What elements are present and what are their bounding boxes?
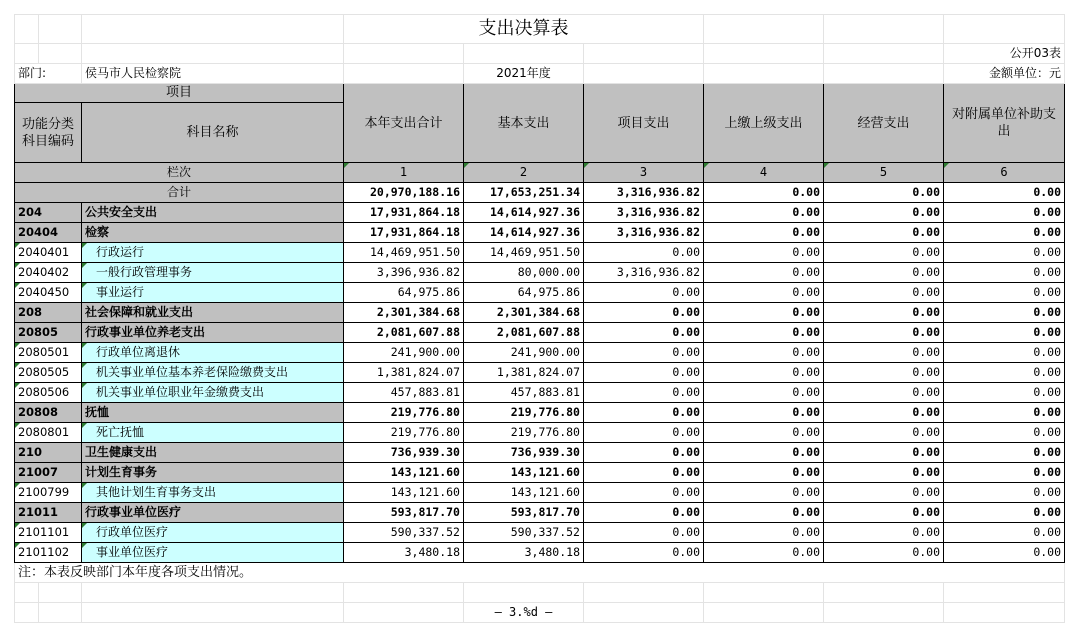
subject-code[interactable]: 2080801: [15, 423, 82, 443]
amount-cell[interactable]: 241,900.00: [464, 343, 584, 363]
amount-cell[interactable]: 457,883.81: [464, 383, 584, 403]
amount-cell[interactable]: 0.00: [584, 483, 704, 503]
subject-name[interactable]: 计划生育事务: [82, 463, 344, 483]
fiscal-year: 2021年度: [464, 64, 584, 84]
header-col-4: 上缴上级支出: [704, 84, 824, 163]
amount-cell[interactable]: 241,900.00: [344, 343, 464, 363]
subject-code[interactable]: 2080505: [15, 363, 82, 383]
amount-cell[interactable]: 0.00: [704, 543, 824, 563]
amount-cell[interactable]: 0.00: [584, 323, 704, 343]
amount-cell[interactable]: 0.00: [704, 303, 824, 323]
amount-cell[interactable]: 593,817.70: [464, 503, 584, 523]
subject-code[interactable]: 21007: [15, 463, 82, 483]
amount-cell[interactable]: 80,000.00: [464, 263, 584, 283]
amount-cell[interactable]: 0.00: [704, 443, 824, 463]
column-index: 2: [464, 163, 584, 183]
table-row: [15, 203, 1065, 223]
amount-cell[interactable]: 1,381,824.07: [344, 363, 464, 383]
amount-cell[interactable]: 593,817.70: [344, 503, 464, 523]
total-cell[interactable]: 0.00: [824, 183, 944, 203]
amount-cell[interactable]: 0.00: [584, 543, 704, 563]
amount-cell[interactable]: 0.00: [704, 283, 824, 303]
header-subject-name: 科目名称: [82, 103, 344, 163]
amount-cell[interactable]: 0.00: [824, 483, 944, 503]
subject-code[interactable]: 2080506: [15, 383, 82, 403]
total-cell[interactable]: 20,970,188.16: [344, 183, 464, 203]
amount-cell[interactable]: 0.00: [944, 383, 1065, 403]
table-row: [15, 343, 1065, 363]
amount-cell[interactable]: 0.00: [704, 263, 824, 283]
table-row: [15, 223, 1065, 243]
table-row: [15, 363, 1065, 383]
subject-name[interactable]: 社会保障和就业支出: [82, 303, 344, 323]
expenditure-table: [14, 14, 1065, 623]
table-row: [15, 263, 1065, 283]
subject-code[interactable]: 20808: [15, 403, 82, 423]
amount-cell[interactable]: 0.00: [584, 423, 704, 443]
column-index: 3: [584, 163, 704, 183]
amount-cell[interactable]: 0.00: [584, 363, 704, 383]
table-row: [15, 503, 1065, 523]
amount-cell[interactable]: 2,301,384.68: [464, 303, 584, 323]
subject-name[interactable]: 机关事业单位职业年金缴费支出: [82, 383, 344, 403]
table-row: [15, 303, 1065, 323]
amount-cell[interactable]: 143,121.60: [344, 463, 464, 483]
amount-cell[interactable]: 0.00: [704, 343, 824, 363]
amount-cell[interactable]: 1,381,824.07: [464, 363, 584, 383]
amount-cell[interactable]: 3,480.18: [344, 543, 464, 563]
spreadsheet: [14, 14, 1064, 623]
amount-cell[interactable]: 0.00: [704, 423, 824, 443]
amount-cell[interactable]: 736,939.30: [344, 443, 464, 463]
subject-name[interactable]: 卫生健康支出: [82, 443, 344, 463]
table-row: [15, 403, 1065, 423]
amount-cell[interactable]: 457,883.81: [344, 383, 464, 403]
amount-cell[interactable]: 0.00: [944, 263, 1065, 283]
header-item: 项目: [15, 84, 344, 103]
dept-name: 侯马市人民检察院: [82, 64, 344, 84]
amount-cell[interactable]: 0.00: [824, 263, 944, 283]
subject-name[interactable]: 公共安全支出: [82, 203, 344, 223]
amount-cell[interactable]: 0.00: [944, 423, 1065, 443]
column-index: 5: [824, 163, 944, 183]
amount-cell[interactable]: 0.00: [704, 323, 824, 343]
amount-cell[interactable]: 0.00: [824, 283, 944, 303]
amount-cell[interactable]: 0.00: [944, 503, 1065, 523]
amount-cell[interactable]: 17,931,864.18: [344, 223, 464, 243]
header-col-3: 项目支出: [584, 84, 704, 163]
amount-cell[interactable]: 2,301,384.68: [344, 303, 464, 323]
header-col-6: 对附属单位补助支出: [944, 84, 1065, 163]
amount-cell[interactable]: 3,316,936.82: [584, 223, 704, 243]
subject-name[interactable]: 死亡抚恤: [82, 423, 344, 443]
subject-name[interactable]: 事业运行: [82, 283, 344, 303]
page-number: — 3.%d —: [464, 603, 584, 623]
table-row: [15, 383, 1065, 403]
subject-code[interactable]: 2040402: [15, 263, 82, 283]
amount-cell[interactable]: 0.00: [704, 523, 824, 543]
amount-cell[interactable]: 143,121.60: [464, 483, 584, 503]
amount-cell[interactable]: 0.00: [824, 203, 944, 223]
subject-name[interactable]: 其他计划生育事务支出: [82, 483, 344, 503]
amount-cell[interactable]: 14,469,951.50: [344, 243, 464, 263]
subject-code[interactable]: 204: [15, 203, 82, 223]
dept-label: 部门:: [15, 64, 82, 84]
amount-cell[interactable]: 0.00: [944, 343, 1065, 363]
subject-code[interactable]: 20404: [15, 223, 82, 243]
subject-code[interactable]: 2101101: [15, 523, 82, 543]
amount-cell[interactable]: 0.00: [704, 483, 824, 503]
amount-cell[interactable]: 0.00: [584, 403, 704, 423]
total-cell[interactable]: 0.00: [704, 183, 824, 203]
amount-cell[interactable]: 0.00: [944, 443, 1065, 463]
amount-cell[interactable]: 0.00: [584, 523, 704, 543]
amount-cell[interactable]: 0.00: [944, 243, 1065, 263]
amount-cell[interactable]: 143,121.60: [464, 463, 584, 483]
total-cell[interactable]: 0.00: [944, 183, 1065, 203]
amount-cell[interactable]: 0.00: [944, 463, 1065, 483]
header-func-code: 功能分类科目编码: [15, 103, 82, 163]
table-row: [15, 483, 1065, 503]
amount-cell[interactable]: 0.00: [944, 543, 1065, 563]
amount-cell[interactable]: 0.00: [824, 303, 944, 323]
amount-cell[interactable]: 3,396,936.82: [344, 263, 464, 283]
amount-cell[interactable]: 0.00: [824, 383, 944, 403]
table-row: [15, 423, 1065, 443]
table-row: [15, 543, 1065, 563]
amount-cell[interactable]: 2,081,607.88: [464, 323, 584, 343]
amount-cell[interactable]: 0.00: [824, 243, 944, 263]
amount-cell[interactable]: 219,776.80: [344, 423, 464, 443]
amount-cell[interactable]: 0.00: [584, 503, 704, 523]
amount-cell[interactable]: 14,469,951.50: [464, 243, 584, 263]
column-index: 1: [344, 163, 464, 183]
subject-name[interactable]: 一般行政管理事务: [82, 263, 344, 283]
amount-cell[interactable]: 2,081,607.88: [344, 323, 464, 343]
amount-cell[interactable]: 0.00: [704, 363, 824, 383]
amount-cell[interactable]: 0.00: [944, 283, 1065, 303]
amount-cell[interactable]: 0.00: [944, 323, 1065, 343]
total-cell[interactable]: 3,316,936.82: [584, 183, 704, 203]
amount-cell[interactable]: 0.00: [944, 203, 1065, 223]
subject-code[interactable]: 2040450: [15, 283, 82, 303]
amount-cell[interactable]: 14,614,927.36: [464, 203, 584, 223]
table-row: [15, 523, 1065, 543]
column-index: 6: [944, 163, 1065, 183]
amount-cell[interactable]: 0.00: [704, 463, 824, 483]
amount-cell[interactable]: 0.00: [584, 243, 704, 263]
table-row: [15, 443, 1065, 463]
column-index: 4: [704, 163, 824, 183]
amount-cell[interactable]: 0.00: [824, 223, 944, 243]
currency-unit: 金额单位：元: [944, 64, 1065, 84]
amount-cell[interactable]: 219,776.80: [464, 423, 584, 443]
table-row: [15, 463, 1065, 483]
amount-cell[interactable]: 0.00: [944, 483, 1065, 503]
amount-cell[interactable]: 0.00: [704, 503, 824, 523]
subject-code[interactable]: 2101102: [15, 543, 82, 563]
amount-cell[interactable]: 64,975.86: [464, 283, 584, 303]
amount-cell[interactable]: 0.00: [824, 403, 944, 423]
subject-name[interactable]: 行政单位离退休: [82, 343, 344, 363]
amount-cell[interactable]: 736,939.30: [464, 443, 584, 463]
amount-cell[interactable]: 0.00: [584, 383, 704, 403]
amount-cell[interactable]: 0.00: [704, 243, 824, 263]
table-note: 注：本表反映部门本年度各项支出情况。: [15, 563, 1065, 583]
subject-name[interactable]: 事业单位医疗: [82, 543, 344, 563]
header-col-5: 经营支出: [824, 84, 944, 163]
form-number: 公开03表: [944, 44, 1065, 64]
amount-cell[interactable]: 590,337.52: [344, 523, 464, 543]
amount-cell[interactable]: 590,337.52: [464, 523, 584, 543]
amount-cell[interactable]: 0.00: [704, 383, 824, 403]
subject-name[interactable]: 检察: [82, 223, 344, 243]
subject-name[interactable]: 行政事业单位医疗: [82, 503, 344, 523]
subject-name[interactable]: 行政事业单位养老支出: [82, 323, 344, 343]
amount-cell[interactable]: 0.00: [704, 203, 824, 223]
header-col-2: 基本支出: [464, 84, 584, 163]
subject-code[interactable]: 208: [15, 303, 82, 323]
total-label: 合计: [15, 183, 344, 203]
amount-cell[interactable]: 0.00: [944, 403, 1065, 423]
amount-cell[interactable]: 0.00: [944, 363, 1065, 383]
amount-cell[interactable]: 0.00: [584, 283, 704, 303]
subject-name[interactable]: 机关事业单位基本养老保险缴费支出: [82, 363, 344, 383]
amount-cell[interactable]: 0.00: [704, 223, 824, 243]
amount-cell[interactable]: 0.00: [584, 463, 704, 483]
amount-cell[interactable]: 219,776.80: [344, 403, 464, 423]
amount-cell[interactable]: 0.00: [824, 323, 944, 343]
subject-name[interactable]: 行政运行: [82, 243, 344, 263]
amount-cell[interactable]: 3,480.18: [464, 543, 584, 563]
subject-code[interactable]: 21011: [15, 503, 82, 523]
amount-cell[interactable]: 0.00: [944, 223, 1065, 243]
amount-cell[interactable]: 0.00: [824, 523, 944, 543]
amount-cell[interactable]: 0.00: [824, 343, 944, 363]
page-title: 支出决算表: [344, 15, 704, 44]
amount-cell[interactable]: 0.00: [824, 463, 944, 483]
amount-cell[interactable]: 0.00: [824, 363, 944, 383]
subject-code[interactable]: 2100799: [15, 483, 82, 503]
amount-cell[interactable]: 17,931,864.18: [344, 203, 464, 223]
amount-cell[interactable]: 219,776.80: [464, 403, 584, 423]
amount-cell[interactable]: 0.00: [824, 503, 944, 523]
subject-code[interactable]: 210: [15, 443, 82, 463]
amount-cell[interactable]: 64,975.86: [344, 283, 464, 303]
amount-cell[interactable]: 3,316,936.82: [584, 203, 704, 223]
table-row: [15, 323, 1065, 343]
total-row: [15, 183, 1065, 203]
subject-code[interactable]: 2080501: [15, 343, 82, 363]
table-row: [15, 243, 1065, 263]
amount-cell[interactable]: 0.00: [944, 303, 1065, 323]
subject-name[interactable]: 抚恤: [82, 403, 344, 423]
amount-cell[interactable]: 0.00: [824, 423, 944, 443]
amount-cell[interactable]: 0.00: [584, 343, 704, 363]
table-row: [15, 283, 1065, 303]
amount-cell[interactable]: 3,316,936.82: [584, 263, 704, 283]
amount-cell[interactable]: 0.00: [704, 403, 824, 423]
amount-cell[interactable]: 14,614,927.36: [464, 223, 584, 243]
subject-name[interactable]: 行政单位医疗: [82, 523, 344, 543]
amount-cell[interactable]: 143,121.60: [344, 483, 464, 503]
amount-cell[interactable]: 0.00: [584, 443, 704, 463]
amount-cell[interactable]: 0.00: [584, 303, 704, 323]
amount-cell[interactable]: 0.00: [824, 443, 944, 463]
header-col-1: 本年支出合计: [344, 84, 464, 163]
amount-cell[interactable]: 0.00: [824, 543, 944, 563]
amount-cell[interactable]: 0.00: [944, 523, 1065, 543]
subject-code[interactable]: 20805: [15, 323, 82, 343]
column-index-label: 栏次: [15, 163, 344, 183]
total-cell[interactable]: 17,653,251.34: [464, 183, 584, 203]
subject-code[interactable]: 2040401: [15, 243, 82, 263]
